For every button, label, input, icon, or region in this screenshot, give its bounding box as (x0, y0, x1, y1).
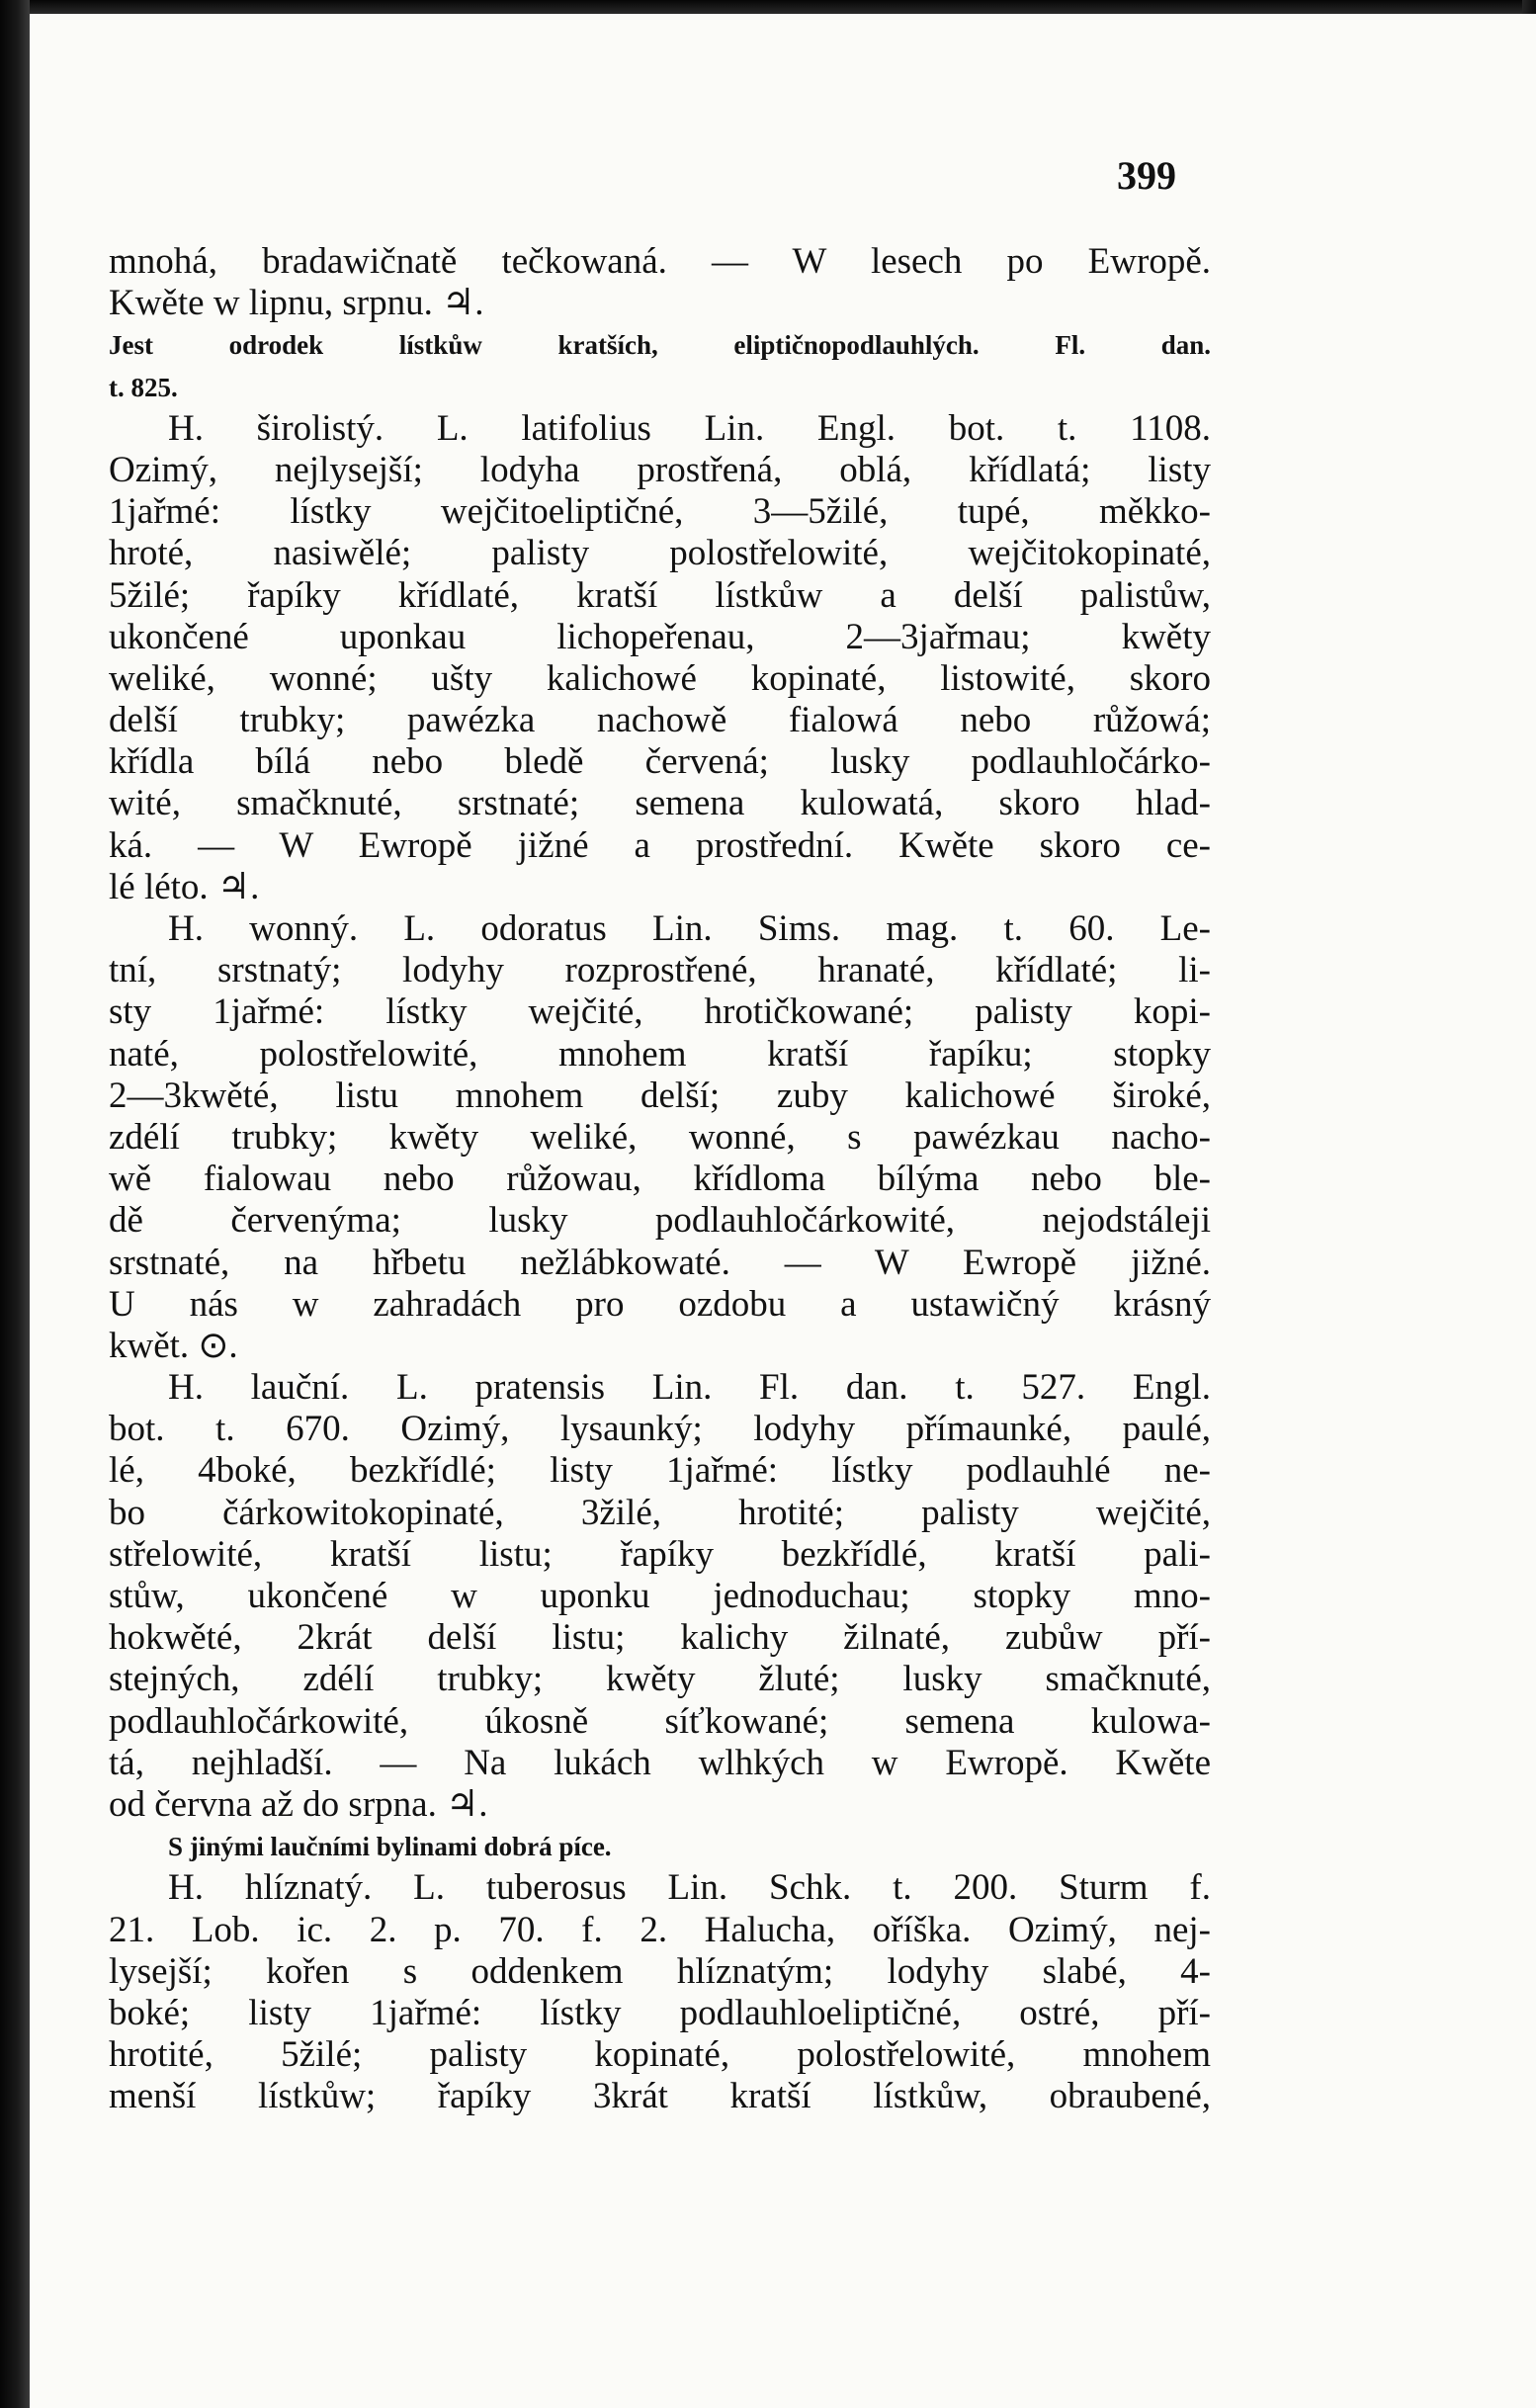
text-line: od června až do srpna. ♃. (109, 1783, 488, 1825)
text-line: ká. — W Ewropě jižné a prostřední. Kwěte skoro ce- (109, 824, 1211, 866)
text-line: S jinými laučními bylinami dobrá píce. (168, 1832, 612, 1862)
text-line: stejných, zdélí trubky; kwěty žluté; lusky smačknuté, (109, 1659, 1211, 1700)
text-line: 21. Lob. ic. 2. p. 70. f. 2. Halucha, oříška. Ozimý, nej- (109, 1909, 1211, 1950)
text-line: ukončené uponkau lichopeřenau, 2—3jařmau; kwěty (109, 616, 1211, 657)
text-line: lysejší; kořen s oddenkem hlíznatým; lodyhy slabé, 4- (109, 1950, 1211, 1992)
body-text (109, 241, 1211, 2117)
text-line: wité, smačknuté, srstnaté; semena kulowatá, skoro hlad- (109, 783, 1211, 824)
text-line: boké; listy 1jařmé: lístky podlauhloeliptičné, ostré, pří- (109, 1992, 1211, 2033)
text-line: H. wonný. L. odoratus Lin. Sims. mag. t. 60. Le- (168, 908, 1211, 949)
page-number: 399 (1117, 153, 1176, 198)
text-line: hokwěté, 2krát delší listu; kalichy žilnaté, zubůw pří- (109, 1617, 1211, 1659)
text-line: 2—3kwěté, listu mnohem delší; zuby kalichowé široké, (109, 1075, 1211, 1116)
text-line: t. 825. (109, 372, 178, 402)
text-line: 5žilé; řapíky křídlaté, kratší lístkůw a delší palistůw, (109, 574, 1211, 616)
text-line: Jest odrodek lístkůw kratších, eliptičnopodlauhlých. Fl. dan. (109, 330, 1211, 361)
text-line: lé, 4boké, bezkřídlé; listy 1jařmé: lístky podlauhlé ne- (109, 1450, 1211, 1492)
text-line: hrotité, 5žilé; palisty kopinaté, polostřelowité, mnohem (109, 2034, 1211, 2076)
text-line: kwět. ⊙. (109, 1325, 238, 1366)
text-line: střelowité, kratší listu; řapíky bezkřídlé, kratší pali- (109, 1533, 1211, 1575)
text-line: sty 1jařmé: lístky wejčité, hrotičkowané; palisty kopi- (109, 991, 1211, 1033)
text-line: bo čárkowitokopinaté, 3žilé, hrotité; palisty wejčité, (109, 1492, 1211, 1533)
text-line: bot. t. 670. Ozimý, lysaunký; lodyhy přímaunké, paulé, (109, 1409, 1211, 1450)
text-line: 1jařmé: lístky wejčitoeliptičné, 3—5žilé, tupé, měkko- (109, 491, 1211, 533)
text-line: lé léto. ♃. (109, 866, 260, 907)
scan-border-left (0, 0, 30, 2408)
text-line: stůw, ukončené w uponku jednoduchau; stopky mno- (109, 1576, 1211, 1616)
text-line: naté, polostřelowité, mnohem kratší řapíku; stopky (109, 1033, 1211, 1075)
text-line: hroté, nasiwělé; palisty polostřelowité, wejčitokopinaté, (109, 533, 1211, 574)
book-page (30, 14, 1536, 2408)
text-line: delší trubky; pawézka nachowě fialowá nebo růžowá; (109, 700, 1211, 741)
text-line: podlauhločárkowité, úkosně síťkowané; semena kulowa- (109, 1700, 1211, 1742)
text-line: H. širolistý. L. latifolius Lin. Engl. bot. t. 1108. (168, 407, 1211, 449)
text-line: wě fialowau nebo růžowau, křídloma bílýma nebo ble- (109, 1159, 1211, 1200)
text-line: Ozimý, nejlysejší; lodyha prostřená, oblá, křídlatá; listy (109, 449, 1211, 490)
text-line: dě červenýma; lusky podlauhločárkowité, nejodstáleji (109, 1200, 1211, 1242)
text-line: mnohá, bradawičnatě tečkowaná. — W lesech po Ewropě. (109, 241, 1211, 282)
text-line: zdélí trubky; kwěty weliké, wonné, s pawézkau nacho- (109, 1116, 1211, 1158)
text-line: weliké, wonné; ušty kalichowé kopinaté, listowité, skoro (109, 657, 1211, 699)
text-line: tní, srstnatý; lodyhy rozprostřené, hranaté, křídlaté; li- (109, 950, 1211, 991)
text-line: H. hlíznatý. L. tuberosus Lin. Schk. t. 200. Sturm f. (168, 1867, 1211, 1909)
text-line: křídla bílá nebo bledě červená; lusky podlauhločárko- (109, 741, 1211, 783)
scan-border-top (0, 0, 1536, 14)
text-line: srstnaté, na hřbetu nežlábkowaté. — W Ewropě jižné. (109, 1242, 1211, 1283)
text-line: H. lauční. L. pratensis Lin. Fl. dan. t. 527. Engl. (168, 1367, 1211, 1409)
text-line: tá, nejhladší. — Na lukách wlhkých w Ewropě. Kwěte (109, 1742, 1211, 1783)
text-line: Kwěte w lipnu, srpnu. ♃. (109, 283, 484, 324)
text-line: U nás w zahradách pro ozdobu a ustawičný krásný (109, 1283, 1211, 1325)
text-line: menší lístkůw; řapíky 3krát kratší lístkůw, obraubené, (109, 2076, 1211, 2117)
